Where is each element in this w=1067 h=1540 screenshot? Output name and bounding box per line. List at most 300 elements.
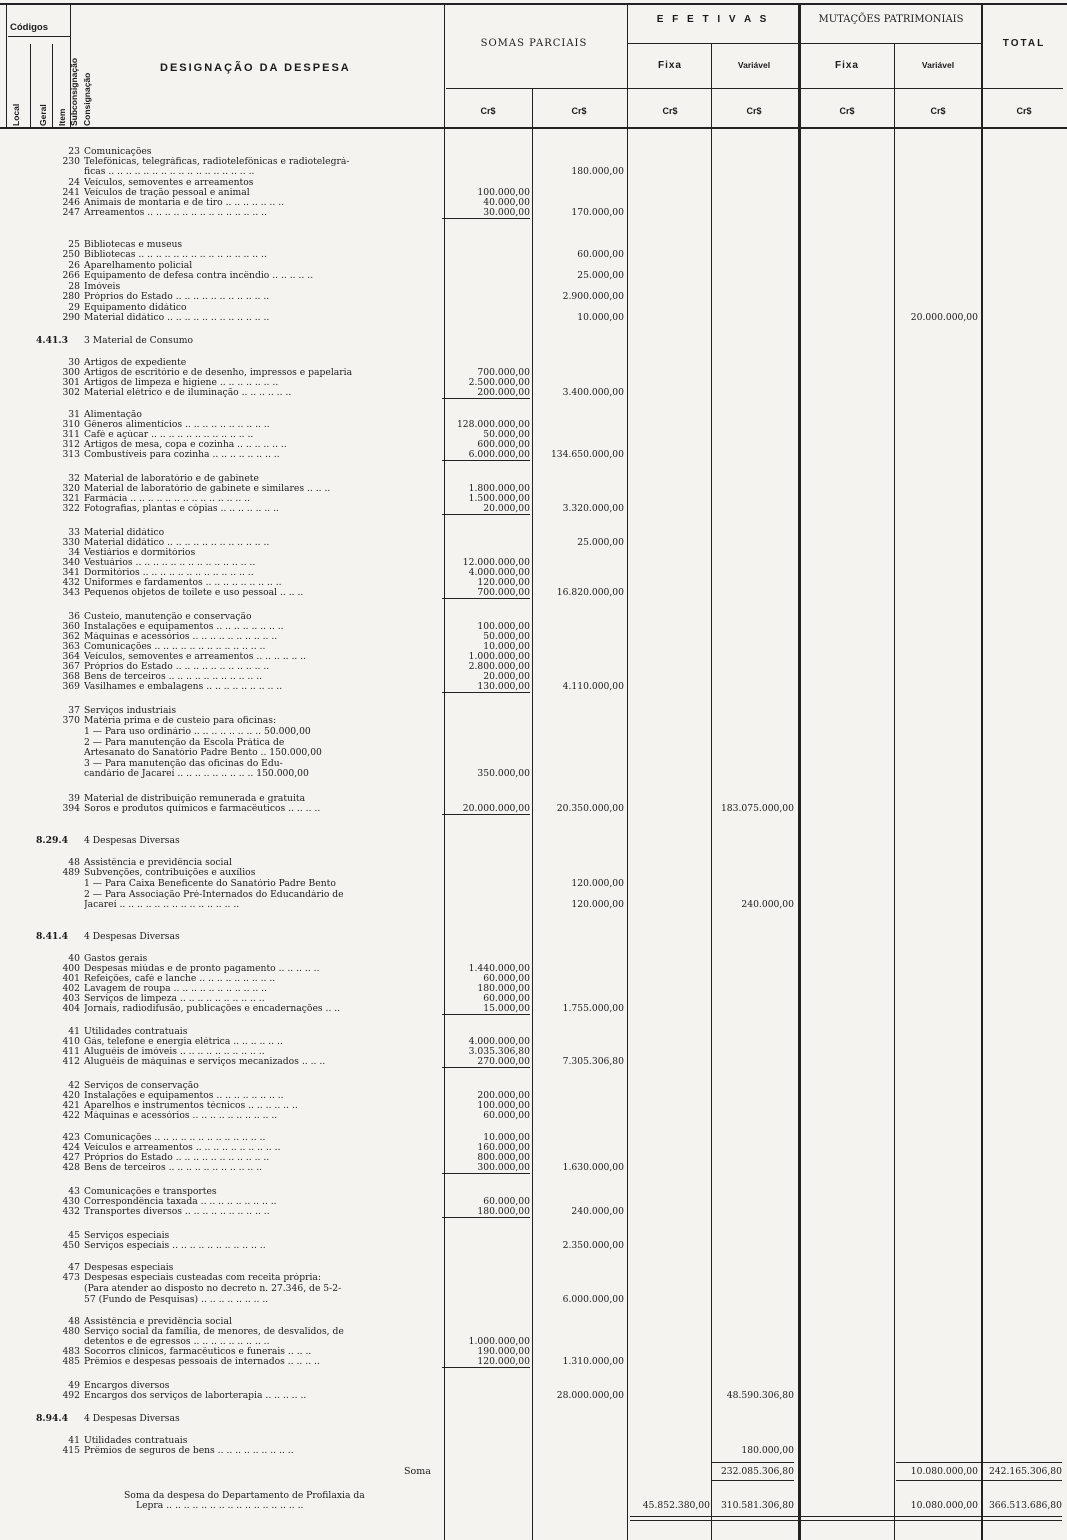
table-row xyxy=(0,378,1067,388)
table-row xyxy=(0,662,1067,672)
row-value-n1: 2.500.000,00 xyxy=(468,377,530,388)
row-value-n2: 25.000,00 xyxy=(577,270,624,281)
table-row xyxy=(0,178,1067,188)
row-code: 432 xyxy=(62,577,80,588)
table-row xyxy=(0,261,1067,271)
row-description: Aluguéis de imóveis .. .. .. .. .. .. .. .. .. .. xyxy=(84,1047,265,1057)
row-code: 368 xyxy=(62,671,80,682)
table-row xyxy=(0,974,1067,984)
row-code: 33 xyxy=(68,527,80,538)
row-description: Lavagem de roupa .. .. .. .. .. .. .. .. .. .. .. xyxy=(84,984,268,994)
row-description: Alimentação xyxy=(84,410,142,420)
row-value-n2: 10.000,00 xyxy=(577,312,624,323)
row-code: 24 xyxy=(68,177,80,188)
col-rule xyxy=(70,4,71,128)
group-heading-row xyxy=(0,1414,1067,1424)
row-description: Utilidades contratuais xyxy=(84,1436,188,1446)
row-value-n2: 3.320.000,00 xyxy=(562,503,624,514)
table-row xyxy=(0,1263,1067,1273)
soma-total: 242.165.306,80 xyxy=(988,1466,1062,1477)
table-row xyxy=(0,727,1067,737)
row-code: 410 xyxy=(62,1036,80,1047)
currency-col4: Cr$ xyxy=(746,106,762,116)
row-value-n1: 2.800.000,00 xyxy=(468,661,530,672)
row-value-n1: 6.000.000,00 xyxy=(442,450,530,461)
soma-departamento-line2: Lepra .. .. .. .. .. .. .. .. .. .. .. .. .. .. .. .. xyxy=(136,1500,304,1511)
row-value-n2: 28.000.000,00 xyxy=(556,1390,624,1401)
row-code: 427 xyxy=(62,1152,80,1163)
row-description: 1 — Para Caixa Beneficente do Sanatório Padre Bento xyxy=(84,879,336,889)
row-value-n1: 1.440.000,00 xyxy=(468,963,530,974)
row-value-n1: 4.000.000,00 xyxy=(468,567,530,578)
row-description: Utilidades contratuais xyxy=(84,1027,188,1037)
row-code: 25 xyxy=(68,239,80,250)
row-value-n3: 180.000,00 xyxy=(741,1445,794,1456)
table-row xyxy=(0,682,1067,692)
header-variavel-mutacoes: Variável xyxy=(921,60,955,70)
row-code: 340 xyxy=(62,557,80,568)
table-row xyxy=(0,1101,1067,1111)
row-code: 48 xyxy=(68,1316,80,1327)
row-value-n1: 700.000,00 xyxy=(477,367,530,378)
row-value-n1: 180.000,00 xyxy=(477,983,530,994)
row-description: Máquinas e acessórios .. .. .. .. .. .. .. .. .. .. xyxy=(84,632,278,642)
row-description: Gás, telefone e energia elétrica .. .. .. .. .. .. xyxy=(84,1037,283,1047)
row-description: Despesas especiais xyxy=(84,1263,174,1273)
row-code: 473 xyxy=(62,1272,80,1283)
row-value-n1: 12.000.000,00 xyxy=(462,557,530,568)
row-value-n2: 16.820.000,00 xyxy=(556,587,624,598)
row-code: 401 xyxy=(62,973,80,984)
row-code: 42 xyxy=(68,1080,80,1091)
row-value-n1: 190.000,00 xyxy=(477,1346,530,1357)
soma-mutacoes-variavel: 10.080.000,00 xyxy=(910,1466,978,1477)
row-description: Instalações e equipamentos .. .. .. .. .. .. .. .. xyxy=(84,1091,284,1101)
table-row xyxy=(0,484,1067,494)
row-code: 39 xyxy=(68,793,80,804)
table-row xyxy=(0,1037,1067,1047)
table-row xyxy=(0,167,1067,177)
row-value-n1: 60.000,00 xyxy=(483,1196,530,1207)
header-bottom-rule xyxy=(0,127,1067,129)
table-row xyxy=(0,1436,1067,1446)
row-description: Artigos de limpeza e higiene .. .. .. .. .. .. .. xyxy=(84,378,279,388)
row-description: Jornais, radiodifusão, publicações e encadernações .. .. xyxy=(84,1004,341,1014)
row-description: Serviço social da família, de menores, de desvalidos, de xyxy=(84,1327,344,1337)
row-description: Bens de terceiros .. .. .. .. .. .. .. .. .. .. .. xyxy=(84,672,263,682)
row-value-n2: 25.000,00 xyxy=(577,537,624,548)
row-description: Comunicações e transportes xyxy=(84,1187,217,1197)
header-local: Local xyxy=(11,103,21,126)
row-code: 420 xyxy=(62,1090,80,1101)
table-row xyxy=(0,504,1067,514)
row-value-n1: 300.000,00 xyxy=(442,1163,530,1174)
row-value-n1: 50.000,00 xyxy=(483,429,530,440)
row-value-n1: 60.000,00 xyxy=(483,973,530,984)
currency-col1: Cr$ xyxy=(480,106,496,116)
table-row xyxy=(0,1273,1067,1283)
group-heading-row xyxy=(0,932,1067,942)
row-code: 432 xyxy=(62,1206,80,1217)
row-description: 4 Despesas Diversas xyxy=(84,836,180,846)
row-value-n2: 134.650.000,00 xyxy=(550,449,624,460)
row-code: 320 xyxy=(62,483,80,494)
row-description: Correspondência taxada .. .. .. .. .. .. .. .. .. xyxy=(84,1197,277,1207)
row-description: Bens de terceiros .. .. .. .. .. .. .. .. .. .. .. xyxy=(84,1163,263,1173)
row-code: 32 xyxy=(68,473,80,484)
row-code: 364 xyxy=(62,651,80,662)
row-description: Equipamento de defesa contra incêndio .. .. .. .. .. xyxy=(84,271,314,281)
row-description: Artesanato do Sanatório Padre Bento .. 150.000,00 xyxy=(84,748,322,758)
row-description: Material elétrico e de iluminação .. .. .. .. .. .. xyxy=(84,388,292,398)
table-row xyxy=(0,303,1067,313)
row-value-n1: 4.000.000,00 xyxy=(468,1036,530,1047)
table-row xyxy=(0,282,1067,292)
row-code: 321 xyxy=(62,493,80,504)
row-code: 341 xyxy=(62,567,80,578)
row-code: 250 xyxy=(62,249,80,260)
row-value-n2: 20.350.000,00 xyxy=(556,803,624,814)
header-codigos: Códigos xyxy=(10,22,48,33)
row-code: 480 xyxy=(62,1326,80,1337)
row-code: 367 xyxy=(62,661,80,672)
table-row xyxy=(0,1143,1067,1153)
row-value-n1: 1.500.000,00 xyxy=(468,493,530,504)
table-row xyxy=(0,538,1067,548)
header-total: TOTAL xyxy=(1002,38,1046,49)
soma-label: Soma xyxy=(404,1466,431,1477)
row-code: 280 xyxy=(62,291,80,302)
table-row xyxy=(0,964,1067,974)
row-value-n1: 10.000,00 xyxy=(483,1132,530,1143)
row-description: Assistência e previdência social xyxy=(84,1317,232,1327)
row-value-n2: 4.110.000,00 xyxy=(562,681,624,692)
row-description: Bibliotecas e museus xyxy=(84,240,183,250)
row-value-n2: 240.000,00 xyxy=(571,1206,624,1217)
row-description: Uniformes e fardamentos .. .. .. .. .. .. .. .. .. xyxy=(84,578,282,588)
table-row xyxy=(0,1347,1067,1357)
table-row xyxy=(0,984,1067,994)
table-row xyxy=(0,1231,1067,1241)
row-description: 57 (Fundo de Pesquisas) .. .. .. .. .. .. .. .. xyxy=(84,1295,269,1305)
row-description: Socorros clínicos, farmacêuticos e funerais .. .. .. xyxy=(84,1347,312,1357)
row-value-n2: 3.400.000,00 xyxy=(562,387,624,398)
row-code: 369 xyxy=(62,681,80,692)
row-description: Farmácia .. .. .. .. .. .. .. .. .. .. .. .. .. .. xyxy=(84,494,251,504)
row-value-n1: 800.000,00 xyxy=(477,1152,530,1163)
row-description: Café e açúcar .. .. .. .. .. .. .. .. .. .. .. .. xyxy=(84,430,254,440)
table-row xyxy=(0,588,1067,598)
table-row xyxy=(0,1091,1067,1101)
row-description: Dormitórios .. .. .. .. .. .. .. .. .. .. .. .. .. xyxy=(84,568,254,578)
soma-departamento-mutacoes-variavel: 10.080.000,00 xyxy=(910,1500,978,1511)
row-description: Encargos diversos xyxy=(84,1381,170,1391)
col-rule xyxy=(6,4,7,128)
row-description: Serviços de limpeza .. .. .. .. .. .. .. .. .. .. xyxy=(84,994,265,1004)
efetivas-rule xyxy=(628,43,982,44)
table-row xyxy=(0,1207,1067,1217)
row-code: 301 xyxy=(62,377,80,388)
row-description: Bibliotecas .. .. .. .. .. .. .. .. .. .. .. .. .. .. .. xyxy=(84,250,267,260)
currency-col6: Cr$ xyxy=(930,106,946,116)
row-code: 370 xyxy=(62,715,80,726)
row-code: 26 xyxy=(68,260,80,271)
table-row xyxy=(0,1081,1067,1091)
table-row xyxy=(0,494,1067,504)
row-description: Material didático .. .. .. .. .. .. .. .. .. .. .. .. xyxy=(84,538,270,548)
table-row xyxy=(0,420,1067,430)
row-value-n2: 1.755.000,00 xyxy=(562,1003,624,1014)
row-description: Despesas miúdas e de pronto pagamento .. .. .. .. .. xyxy=(84,964,320,974)
row-value-n1: 100.000,00 xyxy=(477,187,530,198)
row-value-n2: 7.305.306,80 xyxy=(562,1056,624,1067)
row-description: Próprios do Estado .. .. .. .. .. .. .. .. .. .. .. xyxy=(84,1153,270,1163)
table-row xyxy=(0,240,1067,250)
row-description: Próprios do Estado .. .. .. .. .. .. .. .. .. .. .. xyxy=(84,662,270,672)
table-row xyxy=(0,1391,1067,1401)
row-value-n1: 1.000.000,00 xyxy=(468,1336,530,1347)
soma-departamento-efetivas-fixa: 45.852.380,00 xyxy=(642,1500,710,1511)
row-description: 3 — Para manutenção das oficinas do Edu- xyxy=(84,759,283,769)
table-row xyxy=(0,994,1067,1004)
row-value-n1: 128.000.000,00 xyxy=(456,419,530,430)
row-description: Prêmios de seguros de bens .. .. .. .. .. .. .. .. .. xyxy=(84,1446,294,1456)
table-row xyxy=(0,313,1067,323)
row-description: Veículos, semoventes e arreamentos xyxy=(84,178,254,188)
row-value-n2: 180.000,00 xyxy=(571,166,624,177)
table-row xyxy=(0,642,1067,652)
row-code: 300 xyxy=(62,367,80,378)
row-value-n3: 240.000,00 xyxy=(741,899,794,910)
row-code: 403 xyxy=(62,993,80,1004)
row-description: Telefônicas, telegráficas, radiotelefônicas e radiotelegrá- xyxy=(84,157,350,167)
row-code: 34 xyxy=(68,547,80,558)
row-description: (Para atender ao disposto no decreto n. 27.346, de 5-2- xyxy=(84,1284,342,1294)
table-row xyxy=(0,748,1067,758)
table-row xyxy=(0,568,1067,578)
row-code: 394 xyxy=(62,803,80,814)
row-description: 2 — Para manutenção da Escola Prática de xyxy=(84,738,285,748)
row-code: 41 xyxy=(68,1026,80,1037)
row-value-n1: 20.000,00 xyxy=(483,671,530,682)
row-description: Material de laboratório de gabinete e similares .. .. .. xyxy=(84,484,331,494)
table-row xyxy=(0,250,1067,260)
row-description: Material didático .. .. .. .. .. .. .. .. .. .. .. .. xyxy=(84,313,270,323)
row-code: 343 xyxy=(62,587,80,598)
row-description: Veículos de tração pessoal e animal xyxy=(84,188,250,198)
header-fixa-mutacoes: Fixa xyxy=(834,60,859,71)
row-code: 492 xyxy=(62,1390,80,1401)
table-row xyxy=(0,1163,1067,1173)
table-row xyxy=(0,632,1067,642)
row-code: 43 xyxy=(68,1186,80,1197)
row-code: 266 xyxy=(62,270,80,281)
row-code: 363 xyxy=(62,641,80,652)
table-row xyxy=(0,188,1067,198)
header-fixa: Fixa xyxy=(657,60,682,71)
row-value-n1: 120.000,00 xyxy=(477,577,530,588)
row-code: 402 xyxy=(62,983,80,994)
row-code: 411 xyxy=(62,1046,80,1057)
row-description: Assistência e previdência social xyxy=(84,858,232,868)
row-description: Vasilhames e embalagens .. .. .. .. .. .. .. .. .. xyxy=(84,682,283,692)
row-code: 30 xyxy=(68,357,80,368)
soma-efetivas-variavel: 232.085.306,80 xyxy=(720,1466,794,1477)
table-row xyxy=(0,1446,1067,1456)
row-value-n1: 50.000,00 xyxy=(483,631,530,642)
header-mutacoes: MUTAÇÕES PATRIMONIAIS xyxy=(818,14,964,25)
soma-departamento-line1: Soma da despesa do Departamento de Profilaxia da xyxy=(124,1490,365,1501)
row-code: 48 xyxy=(68,857,80,868)
row-description: 3 Material de Consumo xyxy=(84,336,194,346)
row-value-n1: 1.000.000,00 xyxy=(468,651,530,662)
table-row xyxy=(0,759,1067,769)
row-description: Aparelhamento policial xyxy=(84,261,193,271)
row-code: 311 xyxy=(62,429,80,440)
row-value-n1: 120.000,00 xyxy=(442,1357,530,1368)
row-description: Material didático xyxy=(84,528,165,538)
row-code: 489 xyxy=(62,867,80,878)
row-code: 302 xyxy=(62,387,80,398)
table-row xyxy=(0,450,1067,460)
row-description: Comunicações xyxy=(84,147,152,157)
row-description: 1 — Para uso ordinário .. .. .. .. .. .. .. .. 50.000,00 xyxy=(84,727,311,737)
table-row xyxy=(0,652,1067,662)
row-code: 47 xyxy=(68,1262,80,1273)
row-description: Máquinas e acessórios .. .. .. .. .. .. .. .. .. .. xyxy=(84,1111,278,1121)
row-description: detentos e de egressos .. .. .. .. .. .. .. .. .. xyxy=(84,1337,270,1347)
row-description: Gastos gerais xyxy=(84,954,148,964)
row-value-n1: 350.000,00 xyxy=(477,768,530,779)
row-description: Material de distribuição remunerada e gratuita xyxy=(84,794,306,804)
table-row xyxy=(0,1111,1067,1121)
row-description: Comunicações .. .. .. .. .. .. .. .. .. .. .. .. .. xyxy=(84,642,266,652)
row-code: 360 xyxy=(62,621,80,632)
row-description: 4 Despesas Diversas xyxy=(84,1414,180,1424)
row-description: candário de Jacareí .. .. .. .. .. .. .. .. .. 150.000,00 xyxy=(84,769,309,779)
row-code: 310 xyxy=(62,419,80,430)
row-description: Pequenos objetos de toilete e uso pessoal .. .. .. xyxy=(84,588,304,598)
soma-rule xyxy=(712,1480,794,1481)
header-consignacao: Consignação xyxy=(82,72,92,126)
row-value-n1: 270.000,00 xyxy=(442,1057,530,1068)
row-description: Despesas especiais custeadas com receita própria: xyxy=(84,1273,321,1283)
table-row xyxy=(0,954,1067,964)
row-code: 313 xyxy=(62,449,80,460)
header-subconsignacao: Subconsignação xyxy=(69,57,79,126)
row-description: Aluguéis de máquinas e serviços mecanizados .. .. .. xyxy=(84,1057,326,1067)
row-description: Jacareí .. .. .. .. .. .. .. .. .. .. .. .. .. .. xyxy=(84,900,240,910)
table-row xyxy=(0,1197,1067,1207)
row-value-n2: 120.000,00 xyxy=(571,878,624,889)
row-description: 4 Despesas Diversas xyxy=(84,932,180,942)
row-code: 483 xyxy=(62,1346,80,1357)
final-rule xyxy=(630,1516,1062,1517)
codigos-rule xyxy=(8,36,70,37)
row-value-n2: 6.000.000,00 xyxy=(562,1294,624,1305)
table-row xyxy=(0,1381,1067,1391)
table-row xyxy=(0,672,1067,682)
group-heading-row xyxy=(0,336,1067,346)
row-code: 423 xyxy=(62,1132,80,1143)
table-row xyxy=(0,738,1067,748)
table-row xyxy=(0,804,1067,814)
row-code: 404 xyxy=(62,1003,80,1014)
row-code: 23 xyxy=(68,146,80,157)
row-description: Prêmios e despesas pessoais de internados .. .. .. .. xyxy=(84,1357,320,1367)
soma-departamento-efetivas-variavel: 310.581.306,80 xyxy=(720,1500,794,1511)
table-row xyxy=(0,388,1067,398)
row-value-n1: 10.000,00 xyxy=(483,641,530,652)
row-code: 290 xyxy=(62,312,80,323)
table-row xyxy=(0,410,1067,420)
row-code: 430 xyxy=(62,1196,80,1207)
row-code: 450 xyxy=(62,1240,80,1251)
row-code: 29 xyxy=(68,302,80,313)
header-somas-parciais: SOMAS PARCIAIS xyxy=(480,38,588,49)
row-value-n1: 200.000,00 xyxy=(442,388,530,399)
row-description: 2 — Para Associação Pré-Internados do Educandário de xyxy=(84,890,344,900)
row-value-n1: 180.000,00 xyxy=(442,1207,530,1218)
row-code: 485 xyxy=(62,1356,80,1367)
table-row xyxy=(0,528,1067,538)
currency-col3: Cr$ xyxy=(662,106,678,116)
soma-rule xyxy=(896,1462,1062,1463)
row-code: 362 xyxy=(62,631,80,642)
table-row xyxy=(0,1327,1067,1337)
row-value-n1: 1.800.000,00 xyxy=(468,483,530,494)
row-description: Matéria prima e de custeio para oficinas: xyxy=(84,716,277,726)
row-value-n3: 48.590.306,80 xyxy=(726,1390,794,1401)
table-row xyxy=(0,368,1067,378)
row-value-n1: 700.000,00 xyxy=(442,588,530,599)
table-row xyxy=(0,794,1067,804)
row-value-n1: 100.000,00 xyxy=(477,621,530,632)
final-rule xyxy=(630,1520,1062,1521)
row-description: Instalações e equipamentos .. .. .. .. .. .. .. .. xyxy=(84,622,284,632)
row-code: 36 xyxy=(68,611,80,622)
table-row xyxy=(0,578,1067,588)
row-code: 4.41.3 xyxy=(36,335,68,346)
row-description: Aparelhos e instrumentos técnicos .. .. .. .. .. .. xyxy=(84,1101,298,1111)
row-description: Serviços especiais xyxy=(84,1231,170,1241)
row-description: Fotografias, plantas e cópias .. .. .. .. .. .. .. xyxy=(84,504,279,514)
table-row xyxy=(0,157,1067,167)
row-description: Serviços especiais .. .. .. .. .. .. .. .. .. .. .. xyxy=(84,1241,266,1251)
row-description: Artigos de expediente xyxy=(84,358,187,368)
row-description: Refeições, café e lanche .. .. .. .. .. .. .. .. .. xyxy=(84,974,276,984)
table-row xyxy=(0,1133,1067,1143)
row-description: Transportes diversos .. .. .. .. .. .. .. .. .. .. xyxy=(84,1207,270,1217)
row-value-n1: 20.000.000,00 xyxy=(442,804,530,815)
row-value-n3: 183.075.000,00 xyxy=(720,803,794,814)
row-code: 246 xyxy=(62,197,80,208)
table-row xyxy=(0,1337,1067,1347)
row-value-n1: 20.000,00 xyxy=(442,504,530,515)
row-description: Próprios do Estado .. .. .. .. .. .. .. .. .. .. .. xyxy=(84,292,270,302)
row-description: Encargos dos serviços de laborterapia .. .. .. .. .. xyxy=(84,1391,307,1401)
table-row xyxy=(0,1241,1067,1251)
row-code: 424 xyxy=(62,1142,80,1153)
table-row xyxy=(0,474,1067,484)
row-code: 421 xyxy=(62,1100,80,1111)
soma-rule xyxy=(712,1462,794,1463)
table-row xyxy=(0,1317,1067,1327)
header-efetivas: E F E T I V A S xyxy=(656,14,770,25)
row-code: 8.41.4 xyxy=(36,931,68,942)
table-row xyxy=(0,1187,1067,1197)
row-code: 8.29.4 xyxy=(36,835,68,846)
